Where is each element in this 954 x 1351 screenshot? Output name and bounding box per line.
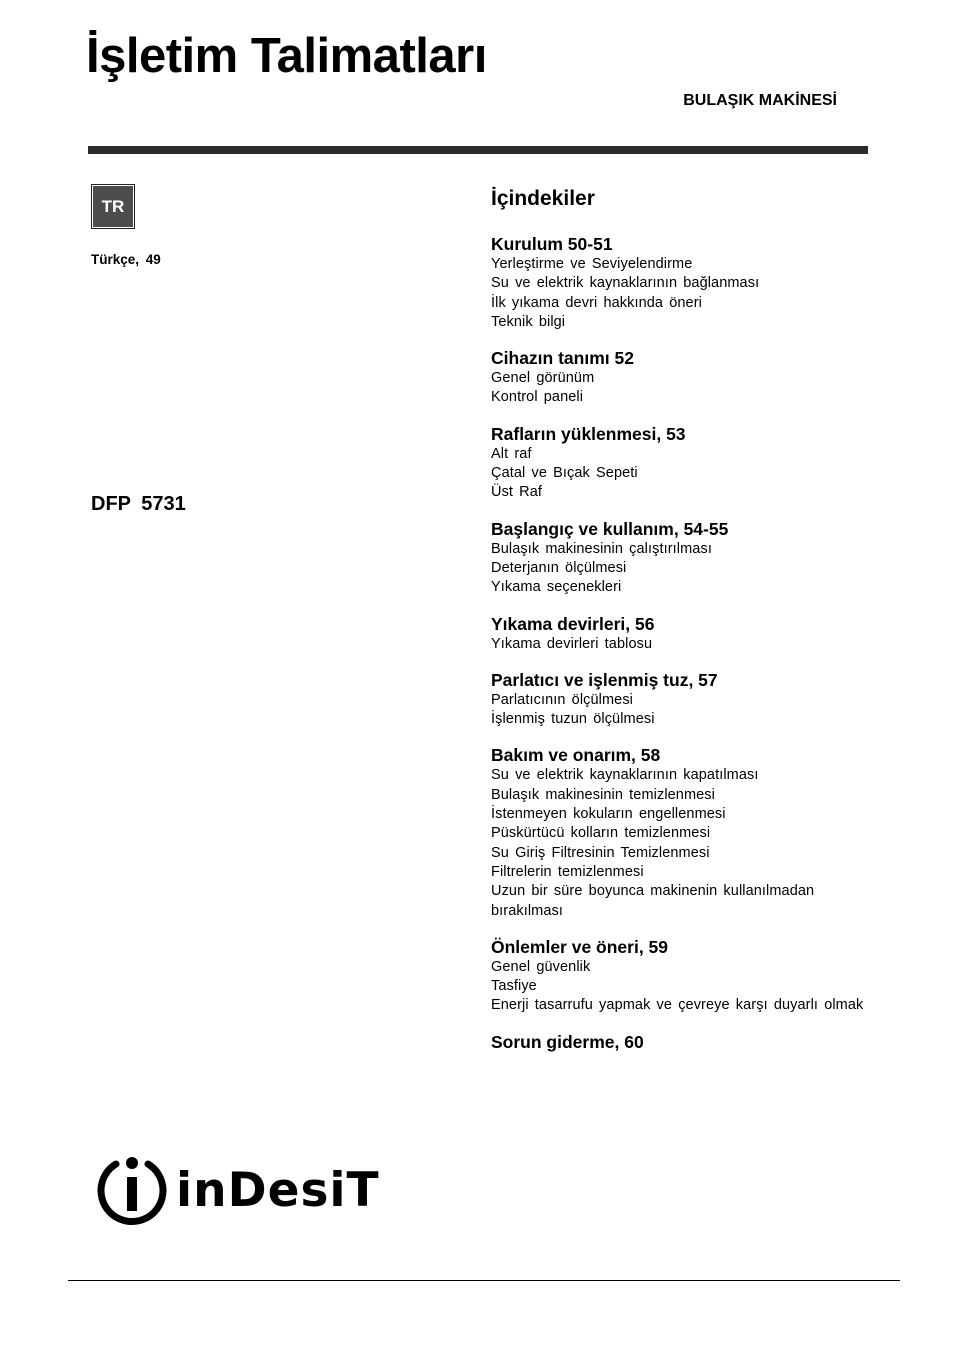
toc-section-rinse-aid-salt xyxy=(491,669,891,730)
toc-item: Parlatıcının ölçülmesi xyxy=(491,691,634,708)
toc-item: Deterjanın ölçülmesi xyxy=(491,559,627,576)
toc-item: Uzun bir süre boyunca makinenin kullanılmadan bırakılması xyxy=(491,883,815,919)
toc-section-start-use xyxy=(491,518,891,598)
language-page-ref: Türkçe, 49 xyxy=(91,252,161,267)
toc-section-installation xyxy=(491,233,891,332)
toc-item: Yerleştirme ve Seviyelendirme xyxy=(491,256,693,272)
product-type: BULAŞIK MAKİNESİ xyxy=(683,92,837,109)
toc-item: Genel görünüm xyxy=(491,370,595,387)
toc-item: Üst Raf xyxy=(491,484,543,501)
toc-item: Yıkama seçenekleri xyxy=(491,579,622,596)
toc-item: Yıkama devirleri tablosu xyxy=(491,635,653,652)
toc-item: Bulaşık makinesinin çalıştırılması xyxy=(491,540,712,557)
toc-section-title: Parlatıcı ve işlenmiş tuz, 57 xyxy=(491,669,718,690)
toc-item: Genel güvenlik xyxy=(491,958,591,975)
toc-item: İşlenmiş tuzun ölçülmesi xyxy=(491,711,655,728)
model-number: DFP 5731 xyxy=(91,493,186,515)
toc-section-title: Yıkama devirleri, 56 xyxy=(491,613,655,634)
toc-section-loading xyxy=(491,423,891,503)
toc-heading: İçindekiler xyxy=(491,187,595,210)
toc-item: Su Giriş Filtresinin Temizlenmesi xyxy=(491,844,710,861)
toc-section-title: Rafların yüklenmesi, 53 xyxy=(491,423,686,444)
toc-section-title: Kurulum 50-51 xyxy=(491,234,613,254)
toc-section-description xyxy=(491,347,891,408)
toc-section-precautions xyxy=(491,936,891,1016)
toc-section-title: Önlemler ve öneri, 59 xyxy=(491,936,669,957)
indesit-logo-icon xyxy=(95,1155,169,1227)
toc-item: Püskürtücü kolların temizlenmesi xyxy=(491,825,711,842)
language-badge: TR xyxy=(91,184,135,229)
toc-item: Su ve elektrik kaynaklarının kapatılması xyxy=(491,767,759,784)
toc-item: Filtrelerin temizlenmesi xyxy=(491,863,644,880)
toc-item: Kontrol paneli xyxy=(491,389,584,406)
header-divider xyxy=(88,146,868,154)
toc-section-title: Bakım ve onarım, 58 xyxy=(491,745,661,766)
toc-item: Tasfiye xyxy=(491,978,537,995)
toc-item: İlk yıkama devri hakkında öneri xyxy=(491,294,702,311)
brand-logo xyxy=(95,1155,385,1227)
toc-section-title: Sorun giderme, 60 xyxy=(491,1031,644,1052)
table-of-contents xyxy=(491,185,891,1068)
page-title: İşletim Talimatları xyxy=(86,29,487,83)
toc-section-title: Cihazın tanımı 52 xyxy=(491,348,634,369)
toc-item: Teknik bilgi xyxy=(491,313,566,330)
toc-section-troubleshooting xyxy=(491,1031,891,1053)
brand-wordmark: inDesiT xyxy=(176,1163,380,1218)
footer-divider xyxy=(68,1280,900,1281)
toc-item: Çatal ve Bıçak Sepeti xyxy=(491,465,638,482)
toc-item: İstenmeyen kokuların engellenmesi xyxy=(491,806,726,823)
toc-item: Su ve elektrik kaynaklarının bağlanması xyxy=(491,275,760,292)
toc-section-maintenance xyxy=(491,744,891,920)
toc-item: Alt raf xyxy=(491,445,532,462)
toc-item: Enerji tasarrufu yapmak ve çevreye karşı duyarlı olmak xyxy=(491,997,864,1014)
toc-section-title: Başlangıç ve kullanım, 54-55 xyxy=(491,518,729,539)
toc-item: Bulaşık makinesinin temizlenmesi xyxy=(491,786,715,803)
toc-section-wash-cycles xyxy=(491,613,891,654)
